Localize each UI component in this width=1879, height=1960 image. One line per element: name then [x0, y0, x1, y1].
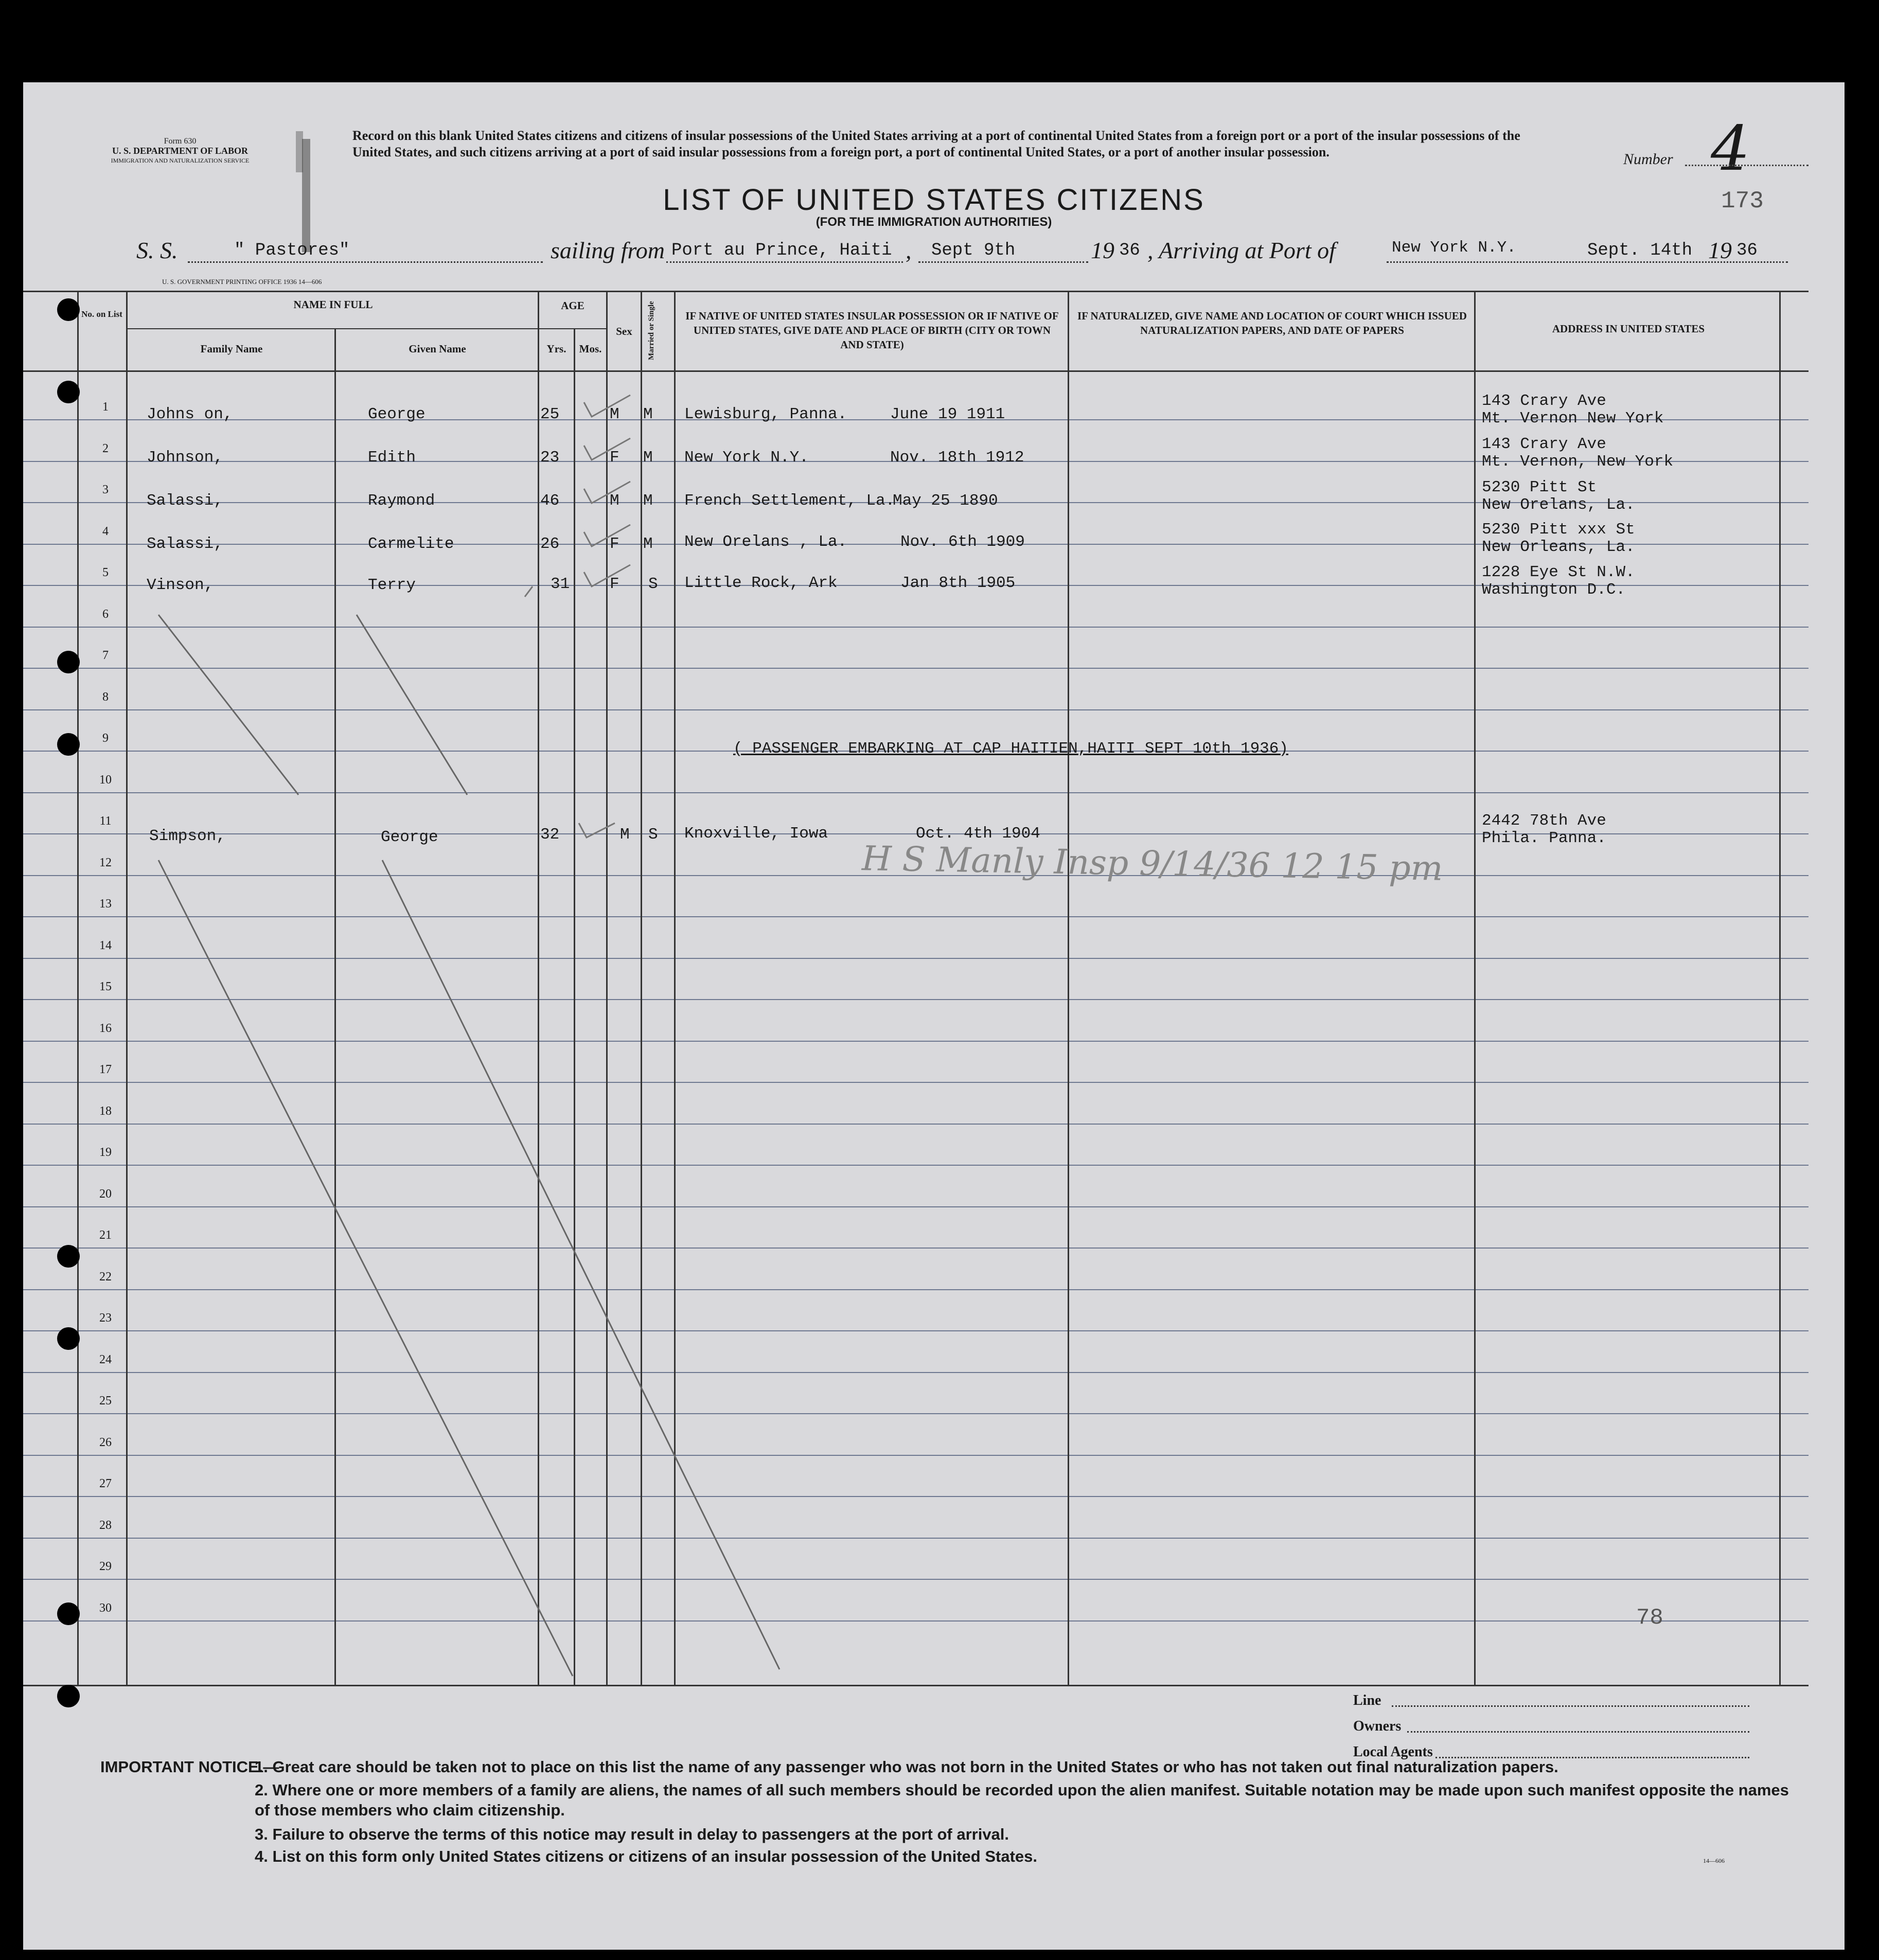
birth-date: Nov. 6th 1909	[900, 533, 1025, 551]
age-years: 46	[540, 492, 560, 510]
given-name: Carmelite	[368, 535, 454, 553]
arriving-year-prefix: 19	[1708, 237, 1732, 263]
age-years: 25	[540, 405, 560, 423]
arriving-label: , Arriving at Port of	[1147, 237, 1336, 263]
punch-hole	[57, 298, 80, 321]
address-line-1: 2442 78th Ave	[1482, 812, 1606, 830]
strike-line	[158, 615, 298, 795]
form-number: Form 630	[164, 137, 197, 146]
row-number: 24	[99, 1352, 112, 1366]
birth-date: June 19 1911	[890, 405, 1005, 423]
check-mark	[584, 565, 630, 586]
row-number: 14	[99, 938, 112, 952]
row-number: 12	[99, 856, 112, 869]
given-name: Raymond	[368, 492, 435, 510]
row-number: 29	[99, 1560, 112, 1573]
address-line-2: Mt. Vernon, New York	[1482, 453, 1674, 471]
check-mark	[584, 525, 630, 546]
age-years: 31	[551, 575, 570, 593]
row-number: 4	[102, 524, 109, 538]
row-number: 7	[102, 649, 109, 662]
number-label: Number	[1623, 151, 1673, 168]
address-line-1: 1228 Eye St N.W.	[1482, 563, 1635, 581]
check-mark	[584, 395, 630, 417]
row-number: 28	[99, 1518, 112, 1532]
birth-date: Jan 8th 1905	[900, 574, 1016, 592]
agents-label: Local Agents	[1353, 1744, 1433, 1760]
punch-hole	[57, 733, 80, 756]
birth-place: Little Rock, Ark	[684, 574, 838, 592]
page-number: 173	[1721, 188, 1764, 215]
notice-item-2: 2. Where one or more members of a family are aliens, the names of all such members should be recorded upon the alien manifest. Suitable notation may be made upon such manifest opposite the names of those members who claim citizenship.	[255, 1781, 1789, 1819]
department-name: U. S. DEPARTMENT OF LABOR	[112, 146, 249, 156]
row-number: 19	[99, 1146, 112, 1159]
row-number: 11	[99, 814, 112, 828]
line-field-line	[1392, 1705, 1749, 1707]
punch-hole	[57, 1602, 80, 1625]
row-number: 3	[102, 483, 109, 496]
check-mark	[579, 823, 615, 838]
col-header-mos: Mos.	[579, 343, 602, 355]
row-number: 20	[99, 1187, 112, 1201]
row-number: 13	[99, 897, 112, 911]
marital-status: M	[643, 405, 653, 423]
punch-hole	[57, 651, 80, 673]
notice-item-3: 3. Failure to observe the terms of this notice may result in delay to passengers at the port of arrival.	[255, 1825, 1009, 1843]
notice-item-1: 1. Great care should be taken not to place on this list the name of any passenger who was not born in the United States or who has not taken out final naturalization papers.	[255, 1758, 1558, 1776]
col-header-name: NAME IN FULL	[293, 298, 373, 311]
row-number: 23	[99, 1311, 112, 1325]
printer-line: U. S. GOVERNMENT PRINTING OFFICE 1936 14—606	[162, 278, 322, 286]
age-years: 23	[540, 449, 560, 467]
age-years: 32	[540, 826, 560, 844]
row-number: 27	[99, 1477, 112, 1490]
list-number: 4	[1711, 113, 1750, 185]
manifest-page	[23, 82, 1845, 1950]
row-number: 9	[102, 732, 109, 745]
row-number: 2	[102, 441, 109, 455]
col-header-naturalized: IF NATURALIZED, GIVE NAME AND LOCATION OF COURT WHICH ISSUED NATURALIZATION PAPERS, AND DATE OF PAPERS	[1077, 310, 1467, 336]
line-label: Line	[1353, 1692, 1381, 1708]
marital-status: S	[648, 575, 658, 593]
row-number: 10	[99, 773, 112, 787]
address-line-1: 5230 Pitt xxx St	[1482, 521, 1635, 539]
strike-line	[158, 860, 573, 1676]
comma: ,	[906, 237, 912, 263]
record-instructions: Record on this blank United States citizens and citizens of insular possessions of the United States arriving at a port of continental United States from a foreign port or a port of the insular possessions of the United States, and such citizens arriving at a port of said insular possessions from a foreign port, a port of continental United States, or a port of another insular possession.	[352, 128, 1520, 159]
row-number: 30	[99, 1601, 112, 1615]
inspector-signature: H S Manly Insp 9/14/36 12 15 pm	[861, 839, 1443, 888]
pencil-marks	[23, 82, 1845, 1950]
birth-place: Knoxville, Iowa	[684, 825, 828, 843]
marital-status: M	[643, 449, 653, 467]
ship-name: " Pastores"	[234, 241, 350, 260]
embark-note: ( PASSENGER EMBARKING AT CAP HAITIEN,HAITI SEPT 10th 1936)	[733, 740, 1288, 758]
sex: F	[610, 535, 619, 553]
sailing-year-prefix: 19	[1091, 237, 1114, 263]
col-header-no: No. on List	[81, 309, 122, 319]
row-number: 26	[99, 1435, 112, 1449]
address-line-1: 143 Crary Ave	[1482, 392, 1606, 410]
check-mark	[584, 482, 630, 503]
row-number: 1	[102, 400, 109, 414]
row-number: 8	[102, 690, 109, 704]
sex: M	[610, 492, 619, 510]
check-mark	[525, 586, 533, 597]
sailing-date: Sept 9th	[931, 241, 1016, 260]
age-years: 26	[540, 535, 560, 553]
address-line-2: Mt. Vernon New York	[1482, 409, 1664, 427]
punch-hole	[57, 1245, 80, 1268]
form-code: 14—606	[1703, 1857, 1725, 1864]
birth-date: Oct. 4th 1904	[916, 825, 1040, 843]
given-name: George	[368, 405, 426, 423]
passenger-table	[23, 82, 1845, 1950]
birth-place: New York N.Y.	[684, 449, 809, 467]
col-header-yrs: Yrs.	[546, 343, 566, 355]
marital-status: M	[643, 492, 653, 510]
marital-status: M	[643, 535, 653, 553]
col-header-birthplace: IF NATIVE OF UNITED STATES INSULAR POSSESSION OR IF NATIVE OF UNITED STATES, GIVE DATE AND PLACE OF BIRTH (CITY OR TOWN AND STATE)	[685, 310, 1059, 351]
birth-place: French Settlement, La.	[684, 492, 895, 510]
arriving-date: Sept. 14th	[1587, 241, 1693, 260]
check-marks	[525, 395, 630, 838]
given-name: Terry	[368, 576, 416, 594]
col-header-age: AGE	[561, 299, 584, 312]
owners-label: Owners	[1353, 1718, 1402, 1734]
given-name: Edith	[368, 449, 416, 467]
punch-hole	[57, 1327, 80, 1350]
birth-date: Nov. 18th 1912	[890, 449, 1024, 467]
family-name: Vinson,	[147, 576, 214, 594]
col-header-married: Married or Single	[647, 301, 655, 360]
sex: M	[620, 826, 630, 844]
row-number: 6	[102, 607, 109, 621]
arriving-year: 36	[1736, 241, 1758, 260]
family-name: Johnson,	[147, 449, 223, 467]
col-header-given-name: Given Name	[409, 343, 466, 355]
address-line-2: Washington D.C.	[1482, 581, 1626, 599]
owners-field-line	[1407, 1731, 1749, 1733]
row-number: 22	[99, 1270, 112, 1284]
col-header-sex: Sex	[616, 325, 632, 337]
address-line-2: New Orleans, La.	[1482, 538, 1635, 556]
family-name: Salassi,	[147, 492, 223, 510]
strike-line	[382, 860, 779, 1669]
arriving-port: New York N.Y.	[1392, 239, 1516, 257]
row-number: 21	[99, 1228, 112, 1242]
address-line-1: 5230 Pitt St	[1482, 478, 1597, 496]
given-name: George	[381, 828, 438, 846]
address-line-2: New Orelans, La.	[1482, 496, 1635, 514]
row-number: 16	[99, 1021, 112, 1035]
col-header-family-name: Family Name	[200, 343, 263, 355]
family-name: Salassi,	[147, 535, 223, 553]
birth-place: New Orelans , La.	[684, 533, 847, 551]
strike-lines	[158, 615, 779, 1676]
address-line-2: Phila. Panna.	[1482, 829, 1606, 847]
service-name: IMMIGRATION AND NATURALIZATION SERVICE	[111, 157, 250, 164]
marital-status: S	[648, 826, 658, 844]
row-number: 25	[99, 1394, 112, 1407]
row-number: 15	[99, 980, 112, 993]
sailing-from-label: sailing from	[551, 237, 665, 263]
family-name: Simpson,	[149, 827, 226, 845]
strike-line	[357, 615, 467, 795]
sex: F	[610, 575, 619, 593]
birth-date: May 25 1890	[893, 492, 998, 510]
row-number: 17	[99, 1063, 112, 1076]
sex: M	[610, 405, 619, 423]
punch-hole	[57, 1685, 80, 1707]
notice-item-4: 4. List on this form only United States citizens or citizens of an insular possession of the United States.	[255, 1847, 1037, 1865]
col-header-address: ADDRESS IN UNITED STATES	[1552, 323, 1705, 335]
row-number: 18	[99, 1104, 112, 1118]
sailing-year: 36	[1119, 241, 1140, 260]
page-title: LIST OF UNITED STATES CITIZENS	[663, 183, 1205, 217]
sailing-from-port: Port au Prince, Haiti	[671, 241, 892, 260]
family-name: Johns on,	[147, 405, 233, 423]
punch-hole	[57, 381, 80, 403]
row-number: 5	[102, 566, 109, 579]
page-subtitle: (FOR THE IMMIGRATION AUTHORITIES)	[816, 215, 1052, 229]
sex: F	[610, 449, 619, 467]
address-line-1: 143 Crary Ave	[1482, 435, 1606, 453]
birth-place: Lewisburg, Panna.	[684, 405, 847, 423]
margin-note: 78	[1636, 1605, 1663, 1631]
check-mark	[584, 438, 630, 460]
ss-label: S. S.	[136, 237, 178, 263]
notice-heading: IMPORTANT NOTICE.—	[100, 1758, 279, 1776]
